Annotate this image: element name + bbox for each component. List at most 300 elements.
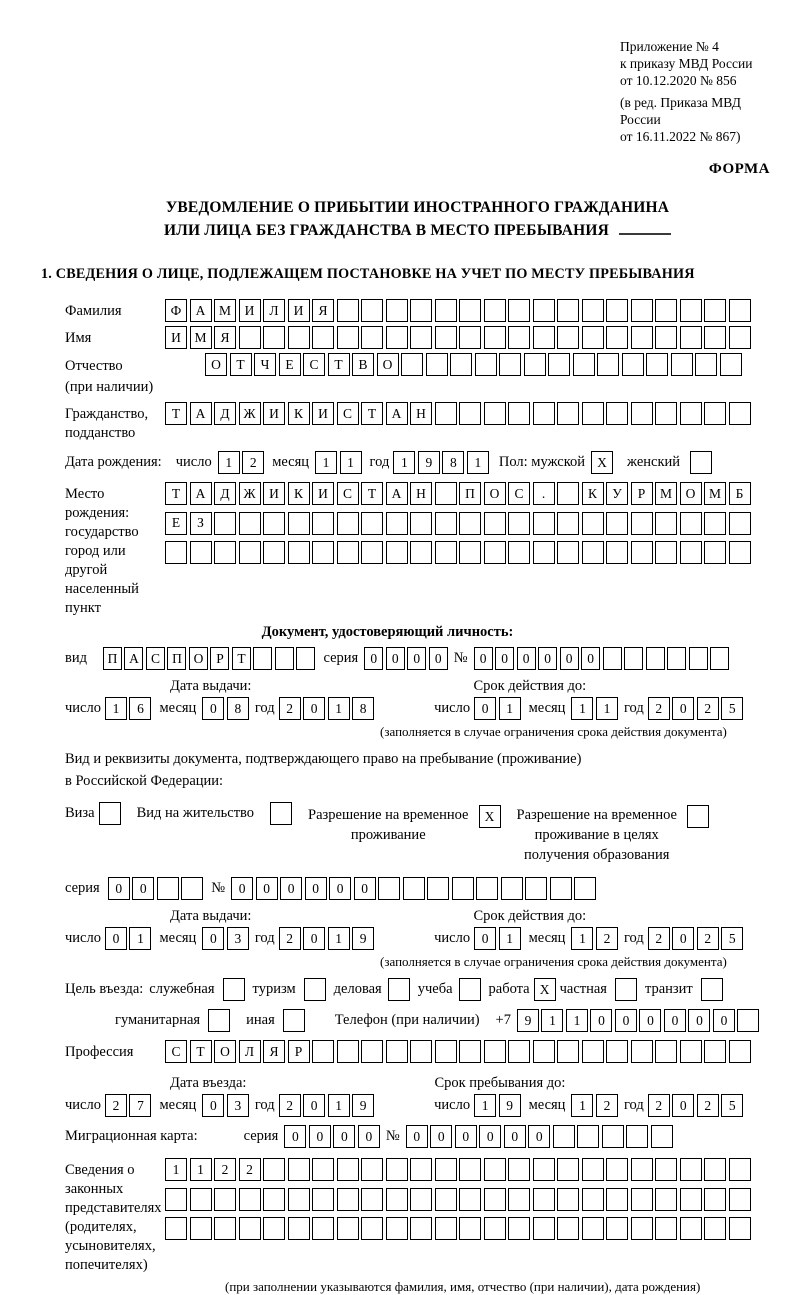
char-cell[interactable] — [582, 1217, 604, 1240]
char-cell[interactable]: И — [263, 402, 285, 425]
char-cell[interactable] — [476, 877, 498, 900]
char-cell[interactable]: Т — [190, 1040, 212, 1063]
char-cell[interactable] — [386, 541, 408, 564]
resdoc-series-input[interactable] — [108, 877, 204, 900]
char-cell[interactable] — [312, 1158, 334, 1181]
char-cell[interactable]: 0 — [202, 1094, 224, 1117]
char-cell[interactable] — [720, 353, 742, 376]
char-cell[interactable]: Л — [239, 1040, 261, 1063]
char-cell[interactable]: 0 — [455, 1125, 477, 1148]
char-cell[interactable]: Т — [165, 482, 187, 505]
char-cell[interactable] — [288, 1158, 310, 1181]
char-cell[interactable]: 0 — [303, 927, 325, 950]
char-cell[interactable] — [427, 877, 449, 900]
char-cell[interactable] — [426, 353, 448, 376]
char-cell[interactable]: 0 — [664, 1009, 686, 1032]
char-cell[interactable] — [435, 402, 457, 425]
char-cell[interactable] — [533, 512, 555, 535]
char-cell[interactable] — [239, 1217, 261, 1240]
char-cell[interactable] — [312, 1188, 334, 1211]
birthplace-input-row1[interactable] — [165, 482, 751, 505]
char-cell[interactable]: С — [146, 647, 165, 670]
char-cell[interactable]: С — [337, 482, 359, 505]
char-cell[interactable]: 1 — [340, 451, 362, 474]
char-cell[interactable]: У — [606, 482, 628, 505]
char-cell[interactable] — [484, 1188, 506, 1211]
char-cell[interactable] — [410, 1040, 432, 1063]
char-cell[interactable]: А — [386, 482, 408, 505]
char-cell[interactable] — [214, 1217, 236, 1240]
visa-checkbox[interactable] — [99, 802, 121, 825]
char-cell[interactable] — [459, 1188, 481, 1211]
char-cell[interactable] — [459, 326, 481, 349]
char-cell[interactable] — [386, 1188, 408, 1211]
char-cell[interactable]: 1 — [393, 451, 415, 474]
char-cell[interactable]: С — [337, 402, 359, 425]
char-cell[interactable]: 0 — [429, 647, 448, 670]
char-cell[interactable] — [631, 541, 653, 564]
char-cell[interactable]: И — [288, 299, 310, 322]
char-cell[interactable] — [582, 541, 604, 564]
char-cell[interactable] — [288, 326, 310, 349]
citizenship-input[interactable] — [165, 402, 751, 425]
char-cell[interactable]: 0 — [284, 1125, 306, 1148]
char-cell[interactable] — [435, 482, 457, 505]
char-cell[interactable]: К — [288, 482, 310, 505]
char-cell[interactable] — [729, 512, 751, 535]
char-cell[interactable]: Е — [165, 512, 187, 535]
char-cell[interactable]: 1 — [566, 1009, 588, 1032]
char-cell[interactable] — [704, 1158, 726, 1181]
char-cell[interactable] — [190, 1217, 212, 1240]
char-cell[interactable] — [710, 647, 729, 670]
purpose-commercial-checkbox[interactable] — [388, 978, 410, 1001]
char-cell[interactable] — [337, 326, 359, 349]
char-cell[interactable]: 2 — [697, 927, 719, 950]
char-cell[interactable] — [190, 1188, 212, 1211]
char-cell[interactable] — [508, 326, 530, 349]
char-cell[interactable] — [655, 512, 677, 535]
char-cell[interactable] — [403, 877, 425, 900]
representatives-input-row2[interactable] — [165, 1188, 751, 1211]
char-cell[interactable] — [263, 541, 285, 564]
birth-year-input[interactable] — [393, 451, 489, 474]
char-cell[interactable]: 0 — [354, 877, 376, 900]
char-cell[interactable]: 2 — [596, 927, 618, 950]
resdoc-issue-year-input[interactable] — [279, 927, 375, 950]
char-cell[interactable]: 2 — [697, 697, 719, 720]
char-cell[interactable] — [501, 877, 523, 900]
char-cell[interactable]: 7 — [129, 1094, 151, 1117]
char-cell[interactable] — [410, 1217, 432, 1240]
residence-permit-checkbox[interactable] — [270, 802, 292, 825]
entry-month-input[interactable] — [202, 1094, 249, 1117]
char-cell[interactable] — [606, 299, 628, 322]
char-cell[interactable] — [435, 1217, 457, 1240]
char-cell[interactable] — [582, 1158, 604, 1181]
char-cell[interactable] — [484, 1217, 506, 1240]
char-cell[interactable] — [263, 512, 285, 535]
char-cell[interactable] — [263, 1158, 285, 1181]
char-cell[interactable] — [557, 1158, 579, 1181]
iddoc-valid-year-input[interactable] — [648, 697, 744, 720]
char-cell[interactable] — [435, 512, 457, 535]
char-cell[interactable] — [606, 512, 628, 535]
char-cell[interactable] — [704, 326, 726, 349]
char-cell[interactable]: 2 — [279, 1094, 301, 1117]
char-cell[interactable]: И — [263, 482, 285, 505]
char-cell[interactable] — [361, 512, 383, 535]
char-cell[interactable] — [288, 541, 310, 564]
char-cell[interactable]: 1 — [105, 697, 127, 720]
char-cell[interactable] — [729, 1217, 751, 1240]
char-cell[interactable] — [533, 1040, 555, 1063]
char-cell[interactable] — [631, 1217, 653, 1240]
char-cell[interactable] — [606, 1040, 628, 1063]
char-cell[interactable]: 9 — [517, 1009, 539, 1032]
stay-year-input[interactable] — [648, 1094, 744, 1117]
char-cell[interactable]: 1 — [571, 1094, 593, 1117]
char-cell[interactable] — [239, 512, 261, 535]
surname-input[interactable] — [165, 299, 751, 322]
char-cell[interactable] — [631, 1158, 653, 1181]
char-cell[interactable] — [704, 1040, 726, 1063]
char-cell[interactable]: 0 — [672, 927, 694, 950]
char-cell[interactable]: 6 — [129, 697, 151, 720]
temp-residence-edu-checkbox[interactable] — [687, 805, 709, 828]
char-cell[interactable]: 2 — [242, 451, 264, 474]
char-cell[interactable] — [704, 541, 726, 564]
char-cell[interactable] — [508, 299, 530, 322]
char-cell[interactable] — [508, 1040, 530, 1063]
char-cell[interactable] — [223, 978, 245, 1001]
entry-day-input[interactable] — [105, 1094, 152, 1117]
purpose-study-checkbox[interactable] — [459, 978, 481, 1001]
char-cell[interactable]: X — [479, 805, 501, 828]
char-cell[interactable] — [577, 1125, 599, 1148]
char-cell[interactable]: 1 — [596, 697, 618, 720]
char-cell[interactable]: Б — [729, 482, 751, 505]
representatives-input-row1[interactable] — [165, 1158, 751, 1181]
char-cell[interactable] — [533, 299, 555, 322]
char-cell[interactable]: 3 — [227, 1094, 249, 1117]
char-cell[interactable] — [615, 978, 637, 1001]
char-cell[interactable] — [435, 1188, 457, 1211]
char-cell[interactable] — [631, 1040, 653, 1063]
char-cell[interactable] — [687, 805, 709, 828]
char-cell[interactable]: 0 — [430, 1125, 452, 1148]
char-cell[interactable]: 1 — [218, 451, 240, 474]
char-cell[interactable] — [582, 512, 604, 535]
char-cell[interactable] — [582, 1188, 604, 1211]
resdoc-valid-year-input[interactable] — [648, 927, 744, 950]
char-cell[interactable] — [557, 1040, 579, 1063]
char-cell[interactable]: М — [655, 482, 677, 505]
char-cell[interactable] — [312, 1217, 334, 1240]
char-cell[interactable] — [508, 1217, 530, 1240]
char-cell[interactable] — [410, 326, 432, 349]
char-cell[interactable] — [655, 1158, 677, 1181]
char-cell[interactable] — [704, 299, 726, 322]
char-cell[interactable]: 0 — [407, 647, 426, 670]
char-cell[interactable] — [165, 541, 187, 564]
char-cell[interactable]: 0 — [202, 697, 224, 720]
char-cell[interactable] — [296, 647, 315, 670]
char-cell[interactable]: 0 — [495, 647, 514, 670]
char-cell[interactable]: И — [312, 482, 334, 505]
char-cell[interactable] — [288, 512, 310, 535]
char-cell[interactable] — [386, 1158, 408, 1181]
char-cell[interactable] — [729, 1040, 751, 1063]
char-cell[interactable]: Р — [288, 1040, 310, 1063]
char-cell[interactable]: 2 — [648, 697, 670, 720]
char-cell[interactable]: 0 — [231, 877, 253, 900]
char-cell[interactable] — [459, 978, 481, 1001]
char-cell[interactable] — [165, 1217, 187, 1240]
char-cell[interactable] — [606, 402, 628, 425]
char-cell[interactable] — [386, 299, 408, 322]
char-cell[interactable] — [606, 1217, 628, 1240]
char-cell[interactable] — [312, 326, 334, 349]
char-cell[interactable] — [508, 541, 530, 564]
char-cell[interactable]: Л — [263, 299, 285, 322]
char-cell[interactable] — [214, 541, 236, 564]
char-cell[interactable] — [533, 402, 555, 425]
sex-male-checkbox[interactable] — [591, 451, 613, 474]
char-cell[interactable] — [157, 877, 179, 900]
char-cell[interactable] — [704, 1188, 726, 1211]
char-cell[interactable]: 2 — [648, 927, 670, 950]
char-cell[interactable] — [655, 299, 677, 322]
char-cell[interactable] — [270, 802, 292, 825]
char-cell[interactable]: 0 — [333, 1125, 355, 1148]
char-cell[interactable] — [680, 512, 702, 535]
char-cell[interactable]: Т — [232, 647, 251, 670]
char-cell[interactable]: 0 — [202, 927, 224, 950]
iddoc-number-input[interactable] — [474, 647, 730, 670]
iddoc-issue-year-input[interactable] — [279, 697, 375, 720]
char-cell[interactable]: Р — [210, 647, 229, 670]
migcard-series-input[interactable] — [284, 1125, 380, 1148]
char-cell[interactable] — [631, 402, 653, 425]
char-cell[interactable] — [606, 326, 628, 349]
char-cell[interactable]: 0 — [672, 697, 694, 720]
char-cell[interactable]: Ф — [165, 299, 187, 322]
char-cell[interactable] — [680, 1188, 702, 1211]
char-cell[interactable]: К — [288, 402, 310, 425]
char-cell[interactable] — [410, 1188, 432, 1211]
resdoc-issue-month-input[interactable] — [202, 927, 249, 950]
char-cell[interactable]: 1 — [474, 1094, 496, 1117]
birth-month-input[interactable] — [315, 451, 362, 474]
char-cell[interactable] — [253, 647, 272, 670]
char-cell[interactable]: Т — [328, 353, 350, 376]
iddoc-issue-day-input[interactable] — [105, 697, 152, 720]
char-cell[interactable] — [214, 1188, 236, 1211]
char-cell[interactable]: 0 — [581, 647, 600, 670]
char-cell[interactable] — [548, 353, 570, 376]
purpose-private-checkbox[interactable] — [615, 978, 637, 1001]
char-cell[interactable] — [508, 512, 530, 535]
char-cell[interactable]: Ж — [239, 482, 261, 505]
char-cell[interactable] — [655, 402, 677, 425]
char-cell[interactable]: И — [312, 402, 334, 425]
char-cell[interactable] — [484, 299, 506, 322]
char-cell[interactable] — [435, 541, 457, 564]
char-cell[interactable]: 2 — [648, 1094, 670, 1117]
sex-female-checkbox[interactable] — [690, 451, 712, 474]
char-cell[interactable] — [386, 512, 408, 535]
char-cell[interactable]: П — [459, 482, 481, 505]
char-cell[interactable]: 0 — [590, 1009, 612, 1032]
char-cell[interactable] — [499, 353, 521, 376]
entry-year-input[interactable] — [279, 1094, 375, 1117]
char-cell[interactable]: 0 — [528, 1125, 550, 1148]
char-cell[interactable]: 1 — [315, 451, 337, 474]
char-cell[interactable] — [275, 647, 294, 670]
char-cell[interactable]: 0 — [504, 1125, 526, 1148]
resdoc-issue-day-input[interactable] — [105, 927, 152, 950]
char-cell[interactable]: Т — [361, 402, 383, 425]
char-cell[interactable]: 0 — [474, 647, 493, 670]
char-cell[interactable] — [550, 877, 572, 900]
char-cell[interactable]: 1 — [129, 927, 151, 950]
stay-month-input[interactable] — [571, 1094, 618, 1117]
char-cell[interactable] — [557, 512, 579, 535]
char-cell[interactable] — [680, 541, 702, 564]
char-cell[interactable] — [452, 877, 474, 900]
char-cell[interactable] — [459, 1040, 481, 1063]
char-cell[interactable] — [655, 326, 677, 349]
char-cell[interactable] — [410, 299, 432, 322]
char-cell[interactable]: 0 — [538, 647, 557, 670]
char-cell[interactable]: Д — [214, 402, 236, 425]
char-cell[interactable] — [337, 541, 359, 564]
char-cell[interactable]: М — [190, 326, 212, 349]
char-cell[interactable] — [208, 1009, 230, 1032]
migcard-number-input[interactable] — [406, 1125, 673, 1148]
char-cell[interactable]: 9 — [418, 451, 440, 474]
char-cell[interactable] — [435, 1040, 457, 1063]
char-cell[interactable] — [631, 512, 653, 535]
char-cell[interactable]: 0 — [560, 647, 579, 670]
char-cell[interactable] — [680, 1040, 702, 1063]
char-cell[interactable] — [655, 1217, 677, 1240]
char-cell[interactable] — [557, 402, 579, 425]
char-cell[interactable] — [655, 1040, 677, 1063]
char-cell[interactable] — [557, 299, 579, 322]
char-cell[interactable]: 8 — [227, 697, 249, 720]
char-cell[interactable]: 5 — [721, 1094, 743, 1117]
purpose-business-checkbox[interactable] — [223, 978, 245, 1001]
resdoc-number-input[interactable] — [231, 877, 596, 900]
char-cell[interactable]: С — [303, 353, 325, 376]
given-name-input[interactable] — [165, 326, 751, 349]
char-cell[interactable] — [557, 326, 579, 349]
char-cell[interactable]: 1 — [467, 451, 489, 474]
char-cell[interactable] — [508, 402, 530, 425]
char-cell[interactable] — [582, 299, 604, 322]
char-cell[interactable] — [190, 541, 212, 564]
char-cell[interactable] — [680, 326, 702, 349]
char-cell[interactable] — [737, 1009, 759, 1032]
char-cell[interactable]: М — [704, 482, 726, 505]
char-cell[interactable] — [435, 299, 457, 322]
char-cell[interactable]: А — [190, 402, 212, 425]
char-cell[interactable]: Р — [631, 482, 653, 505]
char-cell[interactable] — [533, 541, 555, 564]
char-cell[interactable]: 1 — [328, 697, 350, 720]
char-cell[interactable]: О — [189, 647, 208, 670]
char-cell[interactable] — [631, 1188, 653, 1211]
char-cell[interactable] — [582, 402, 604, 425]
char-cell[interactable] — [533, 1158, 555, 1181]
char-cell[interactable]: 1 — [328, 927, 350, 950]
char-cell[interactable]: 0 — [386, 647, 405, 670]
char-cell[interactable] — [337, 512, 359, 535]
char-cell[interactable]: Я — [214, 326, 236, 349]
char-cell[interactable]: 0 — [474, 697, 496, 720]
char-cell[interactable] — [459, 512, 481, 535]
char-cell[interactable]: 2 — [596, 1094, 618, 1117]
char-cell[interactable] — [378, 877, 400, 900]
char-cell[interactable] — [337, 1188, 359, 1211]
char-cell[interactable]: 1 — [499, 697, 521, 720]
char-cell[interactable]: 9 — [499, 1094, 521, 1117]
char-cell[interactable]: О — [377, 353, 399, 376]
char-cell[interactable] — [729, 326, 751, 349]
char-cell[interactable] — [214, 512, 236, 535]
char-cell[interactable] — [484, 1040, 506, 1063]
char-cell[interactable]: П — [167, 647, 186, 670]
char-cell[interactable]: И — [165, 326, 187, 349]
iddoc-valid-day-input[interactable] — [474, 697, 521, 720]
char-cell[interactable] — [484, 1158, 506, 1181]
char-cell[interactable]: 0 — [406, 1125, 428, 1148]
char-cell[interactable] — [646, 647, 665, 670]
char-cell[interactable] — [459, 299, 481, 322]
char-cell[interactable] — [99, 802, 121, 825]
char-cell[interactable] — [680, 1158, 702, 1181]
char-cell[interactable]: А — [190, 299, 212, 322]
char-cell[interactable] — [337, 299, 359, 322]
char-cell[interactable]: 2 — [105, 1094, 127, 1117]
char-cell[interactable] — [410, 541, 432, 564]
char-cell[interactable] — [337, 1040, 359, 1063]
char-cell[interactable]: Т — [361, 482, 383, 505]
purpose-tourism-checkbox[interactable] — [304, 978, 326, 1001]
char-cell[interactable] — [533, 326, 555, 349]
char-cell[interactable] — [484, 402, 506, 425]
char-cell[interactable] — [410, 1158, 432, 1181]
char-cell[interactable] — [729, 299, 751, 322]
char-cell[interactable]: Ж — [239, 402, 261, 425]
char-cell[interactable]: 5 — [721, 697, 743, 720]
char-cell[interactable] — [695, 353, 717, 376]
char-cell[interactable]: 1 — [571, 697, 593, 720]
char-cell[interactable]: 0 — [132, 877, 154, 900]
char-cell[interactable] — [729, 1158, 751, 1181]
iddoc-valid-month-input[interactable] — [571, 697, 618, 720]
char-cell[interactable]: 1 — [541, 1009, 563, 1032]
char-cell[interactable] — [263, 1188, 285, 1211]
char-cell[interactable]: 0 — [672, 1094, 694, 1117]
char-cell[interactable] — [597, 353, 619, 376]
char-cell[interactable] — [651, 1125, 673, 1148]
char-cell[interactable] — [410, 512, 432, 535]
char-cell[interactable] — [602, 1125, 624, 1148]
char-cell[interactable] — [690, 451, 712, 474]
